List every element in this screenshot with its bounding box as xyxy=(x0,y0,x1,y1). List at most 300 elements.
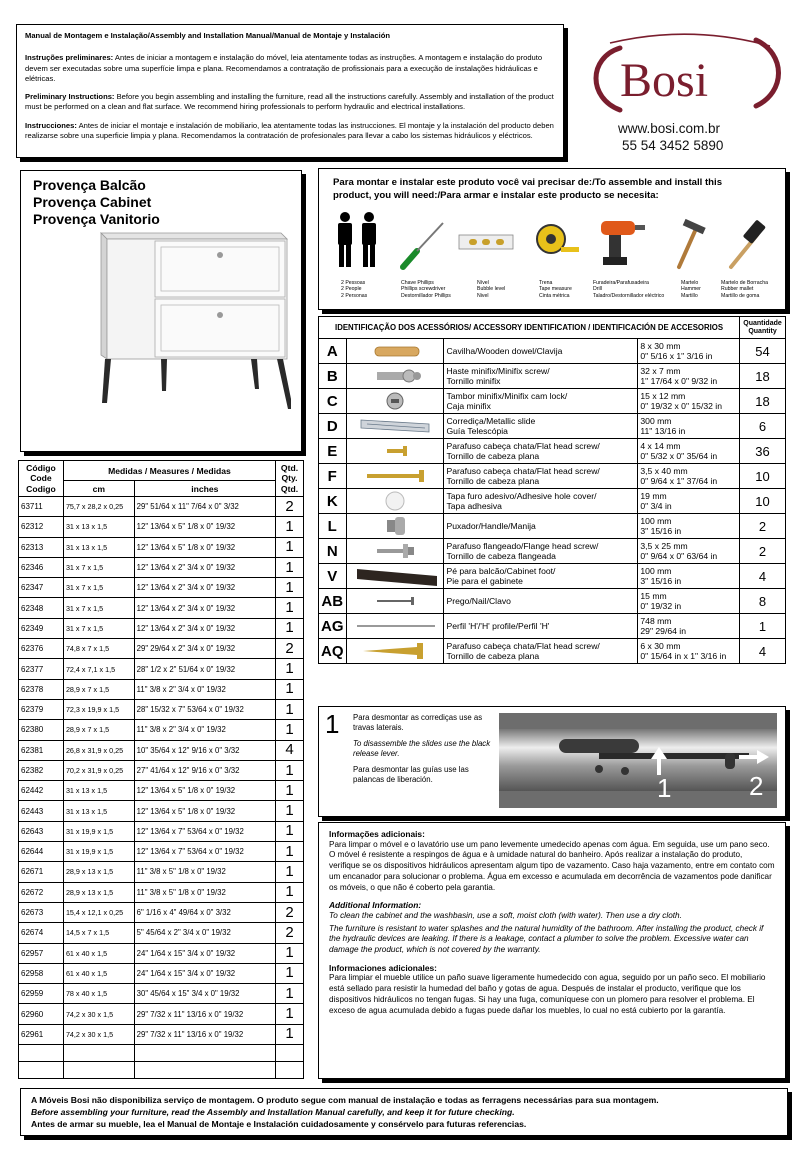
part-quantity: 1 xyxy=(276,1004,304,1024)
part-code: 62957 xyxy=(19,943,64,963)
part-cm: 61 x 40 x 1,5 xyxy=(63,963,134,983)
accessory-image xyxy=(346,439,444,464)
part-row xyxy=(19,963,304,983)
tools-title: Para montar e instalar este produto você vai precisar de:/To assemble and install this product, you will need:/Para armar e instalar este producto se necesita: xyxy=(333,177,723,201)
part-cm: 28,9 x 7 x 1,5 xyxy=(63,679,134,699)
accessory-description: Prego/Nail/Clavo xyxy=(444,589,638,614)
part-quantity: 1 xyxy=(276,821,304,841)
part-inches: 12" 13/64 x 5" 1/8 x 0" 19/32 xyxy=(134,517,275,537)
accessory-description: Cavilha/Wooden dowel/Clavija xyxy=(444,339,638,364)
part-code: 62960 xyxy=(19,1004,64,1024)
accessory-description: Parafuso flangeado/Flange head screw/ Tornillo de cabeza flangeada xyxy=(444,539,638,564)
part-quantity: 1 xyxy=(276,699,304,719)
accessory-image xyxy=(346,614,444,639)
part-row xyxy=(19,699,304,719)
part-row xyxy=(19,882,304,902)
part-inches: 29" 29/64 x 2" 3/4 x 0" 19/32 xyxy=(134,639,275,659)
part-code: 62674 xyxy=(19,923,64,943)
part-cm: 28,9 x 13 x 1,5 xyxy=(63,862,134,882)
accessory-image xyxy=(346,564,444,589)
accessory-image xyxy=(346,639,444,664)
part-inches: 11" 3/8 x 2" 3/4 x 0" 19/32 xyxy=(134,679,275,699)
parts-header-row xyxy=(19,461,304,481)
part-row xyxy=(19,923,304,943)
disassembly-text-pt: Para desmontar as corrediças use as travas laterais. xyxy=(353,713,483,733)
part-inches: 28" 15/32 x 7" 53/64 x 0" 19/32 xyxy=(134,699,275,719)
empty-cell xyxy=(134,1062,275,1079)
accessory-quantity: 10 xyxy=(740,489,786,514)
part-quantity: 1 xyxy=(276,659,304,679)
disassembly-box xyxy=(318,706,786,817)
part-quantity: 1 xyxy=(276,1024,304,1044)
part-quantity: 1 xyxy=(276,984,304,1004)
part-cm: 31 x 7 x 1,5 xyxy=(63,618,134,638)
part-quantity: 4 xyxy=(276,740,304,760)
accessory-row xyxy=(319,414,786,439)
accessory-measure: 748 mm 29" 29/64 in xyxy=(638,614,740,639)
accessories-header-row xyxy=(319,317,786,339)
accessory-row xyxy=(319,589,786,614)
accessory-row xyxy=(319,489,786,514)
part-inches: 12" 13/64 x 2" 3/4 x 0" 19/32 xyxy=(134,578,275,598)
part-code: 62312 xyxy=(19,517,64,537)
accessory-quantity: 8 xyxy=(740,589,786,614)
accessory-quantity: 2 xyxy=(740,539,786,564)
tool-label-level: Nível Bubble level Nivel xyxy=(477,280,506,299)
part-inches: 29" 7/32 x 11" 13/16 x 0" 19/32 xyxy=(134,1024,275,1044)
website-text[interactable]: www.bosi.com.br xyxy=(618,121,721,136)
empty-cell xyxy=(63,1045,134,1062)
part-cm: 31 x 19,9 x 1,5 xyxy=(63,821,134,841)
accessory-quantity: 4 xyxy=(740,564,786,589)
accessory-description: Parafuso cabeça chata/Flat head screw/ Tornillo de cabeza plana xyxy=(444,639,638,664)
part-code: 62378 xyxy=(19,679,64,699)
accessory-quantity: 18 xyxy=(740,389,786,414)
part-quantity: 1 xyxy=(276,862,304,882)
accessory-measure: 6 x 30 mm 0" 15/64 in x 1" 3/16 in xyxy=(638,639,740,664)
accessory-quantity: 18 xyxy=(740,364,786,389)
part-cm: 74,2 x 30 x 1,5 xyxy=(63,1004,134,1024)
instructions-pt-label: Instruções preliminares: xyxy=(25,53,114,63)
hole-cover-icon xyxy=(347,489,443,513)
part-cm: 61 x 40 x 1,5 xyxy=(63,943,134,963)
accessory-description: Puxador/Handle/Manija xyxy=(444,514,638,539)
accessory-measure: 15 x 12 mm 0" 19/32 x 0" 15/32 in xyxy=(638,389,740,414)
part-cm: 75,7 x 28,2 x 0,25 xyxy=(63,497,134,517)
parts-qty-header: Qtd. Qty. Qtd. xyxy=(276,461,304,497)
part-code: 62376 xyxy=(19,639,64,659)
accessory-description: Parafuso cabeça chata/Flat head screw/ Tornillo de cabeza plana xyxy=(444,464,638,489)
accessory-measure: 100 mm 3" 15/16 in xyxy=(638,564,740,589)
accessory-description: Tapa furo adesivo/Adhesive hole cover/ Tapa adhesiva xyxy=(444,489,638,514)
minifix-screw-icon xyxy=(347,364,443,388)
two-people-icon xyxy=(338,212,376,267)
part-cm: 31 x 7 x 1,5 xyxy=(63,598,134,618)
empty-cell xyxy=(63,1062,134,1079)
wood-screw-icon xyxy=(347,639,443,663)
part-cm: 28,9 x 7 x 1,5 xyxy=(63,720,134,740)
accessory-row xyxy=(319,614,786,639)
part-row xyxy=(19,497,304,517)
tool-label-screwdriver: Chave Phillips Phillips screwdriver Destornillador Phillips xyxy=(401,280,451,299)
empty-cell xyxy=(276,1045,304,1062)
accessory-description: Perfil 'H'/'H' profile/Perfil 'H' xyxy=(444,614,638,639)
parts-measures-header: Medidas / Measures / Medidas xyxy=(63,461,275,481)
accessory-row xyxy=(319,514,786,539)
part-row-empty xyxy=(19,1045,304,1062)
accessory-code: K xyxy=(319,489,347,514)
part-row xyxy=(19,902,304,922)
part-quantity: 1 xyxy=(276,882,304,902)
part-inches: 24" 1/64 x 15" 3/4 x 0" 19/32 xyxy=(134,943,275,963)
tools-illustrations xyxy=(319,209,787,279)
tools-box xyxy=(318,168,786,310)
part-code: 62443 xyxy=(19,801,64,821)
part-row xyxy=(19,760,304,780)
part-quantity: 1 xyxy=(276,943,304,963)
part-inches: 27" 41/64 x 12" 9/16 x 0" 3/32 xyxy=(134,760,275,780)
part-quantity: 2 xyxy=(276,497,304,517)
footer-text-es: Antes de armar su mueble, lea el Manual de Montaje e Instalación cuidadosamente y consérvelo para futuras referencias. xyxy=(31,1119,527,1129)
accessory-image xyxy=(346,464,444,489)
drill-icon xyxy=(601,221,645,265)
part-code: 62644 xyxy=(19,842,64,862)
footer-text-pt: A Móveis Bosi não disponibiliza serviço de montagem. O produto segue com manual de instalação e todas as ferragens necessárias para sua montagem. xyxy=(31,1095,659,1105)
part-quantity: 1 xyxy=(276,517,304,537)
part-inches: 29" 51/64 x 11" 7/64 x 0" 3/32 xyxy=(134,497,275,517)
tool-label-mallet: Martelo de Borracha Rubber mallet Martillo de goma xyxy=(721,280,768,299)
part-code: 62958 xyxy=(19,963,64,983)
metallic-slide-icon xyxy=(347,414,443,438)
part-quantity: 1 xyxy=(276,537,304,557)
part-quantity: 1 xyxy=(276,963,304,983)
accessory-code: F xyxy=(319,464,347,489)
accessory-code: A xyxy=(319,339,347,364)
accessory-row xyxy=(319,464,786,489)
long-screw-icon xyxy=(347,464,443,488)
instructions-es-text: Antes de iniciar el montaje e instalación de mobiliario, lea atentamente todas las instrucciones. El montaje y la instalación del producto deben realizarse sobre una superficie limpia y plana. Recomendamos la contratación de profesionales para llevar a cabo los sistemas hidráulicos y eléctricos. xyxy=(25,120,554,141)
product-title xyxy=(33,177,160,228)
part-code: 62961 xyxy=(19,1024,64,1044)
part-quantity: 1 xyxy=(276,801,304,821)
accessory-description: Tambor minifix/Minifix cam lock/ Caja minifix xyxy=(444,389,638,414)
accessory-code: L xyxy=(319,514,347,539)
accessory-row xyxy=(319,364,786,389)
part-quantity: 1 xyxy=(276,578,304,598)
tool-label-people: 2 Pessoas 2 People 2 Personas xyxy=(341,280,368,299)
part-row xyxy=(19,720,304,740)
arrow-label-1: 1 xyxy=(657,773,672,803)
accessory-quantity: 10 xyxy=(740,464,786,489)
accessory-quantity: 1 xyxy=(740,614,786,639)
info-text-pt: Para limpar o móvel e o lavatório use um pano levemente umedecido apenas com água. Em seguida, use um pano seco. O móvel é resistente a respingos de água e à umidade natural do banheiro. Após realizar a instalação do produto, verifique se os dispositivos hidráulicos apresentam algum tipo de vazamento. Caso haja vazamento, entre em contato com um encanador para solucionar o problema. Água em excesso e acumulada em decorrência de vazamentos pode danificar os móveis, o que não é coberto pela garantia. xyxy=(329,839,775,892)
part-code: 62348 xyxy=(19,598,64,618)
bosi-logo xyxy=(580,28,790,118)
accessory-quantity: 54 xyxy=(740,339,786,364)
part-inches: 11" 3/8 x 5" 1/8 x 0" 19/32 xyxy=(134,862,275,882)
part-code: 62671 xyxy=(19,862,64,882)
part-cm: 31 x 19,9 x 1,5 xyxy=(63,842,134,862)
part-row xyxy=(19,740,304,760)
part-cm: 31 x 13 x 1,5 xyxy=(63,781,134,801)
accessory-code: AG xyxy=(319,614,347,639)
accessory-image xyxy=(346,339,444,364)
tool-label-drill: Furadeira/Parafusadeira Drill Taladro/Destornillador eléctrico xyxy=(593,280,665,299)
part-cm: 31 x 13 x 1,5 xyxy=(63,537,134,557)
accessory-image xyxy=(346,389,444,414)
part-inches: 24" 1/64 x 15" 3/4 x 0" 19/32 xyxy=(134,963,275,983)
product-title-es: Provença Vanitorio xyxy=(33,211,160,227)
instructions-pt xyxy=(25,53,555,84)
accessory-description: Parafuso cabeça chata/Flat head screw/ Tornillo de cabeza plana xyxy=(444,439,638,464)
h-profile-icon xyxy=(347,614,443,638)
part-code: 62672 xyxy=(19,882,64,902)
part-cm: 78 x 40 x 1,5 xyxy=(63,984,134,1004)
part-inches: 12" 13/64 x 5" 1/8 x 0" 19/32 xyxy=(134,781,275,801)
part-inches: 29" 7/32 x 11" 13/16 x 0" 19/32 xyxy=(134,1004,275,1024)
accessory-code: AB xyxy=(319,589,347,614)
part-quantity: 1 xyxy=(276,760,304,780)
accessory-image xyxy=(346,514,444,539)
info-title-pt: Informações adicionais: xyxy=(329,829,425,839)
part-cm: 28,9 x 13 x 1,5 xyxy=(63,882,134,902)
parts-table xyxy=(18,460,304,1079)
part-row xyxy=(19,781,304,801)
part-inches: 12" 13/64 x 7" 53/64 x 0" 19/32 xyxy=(134,821,275,841)
part-quantity: 1 xyxy=(276,781,304,801)
cabinet-illustration xyxy=(91,229,291,439)
part-inches: 12" 13/64 x 2" 3/4 x 0" 19/32 xyxy=(134,618,275,638)
part-quantity: 2 xyxy=(276,902,304,922)
accessory-quantity: 2 xyxy=(740,514,786,539)
part-code: 62380 xyxy=(19,720,64,740)
part-row xyxy=(19,1004,304,1024)
accessory-measure: 3,5 x 25 mm 0" 9/64 x 0" 63/64 in xyxy=(638,539,740,564)
part-cm: 31 x 7 x 1,5 xyxy=(63,578,134,598)
accessory-measure: 15 mm 0" 19/32 in xyxy=(638,589,740,614)
part-inches: 30" 45/64 x 15" 3/4 x 0" 19/32 xyxy=(134,984,275,1004)
part-quantity: 1 xyxy=(276,720,304,740)
part-cm: 14,5 x 7 x 1,5 xyxy=(63,923,134,943)
accessory-quantity: 4 xyxy=(740,639,786,664)
part-code: 62382 xyxy=(19,760,64,780)
tool-label-tape: Trena Tape measure Cinta métrica xyxy=(539,280,572,299)
rubber-mallet-icon xyxy=(731,219,766,267)
part-inches: 6" 1/16 x 4" 49/64 x 0" 3/32 xyxy=(134,902,275,922)
accessory-description: Corrediça/Metallic slide Guía Telescópia xyxy=(444,414,638,439)
part-cm: 26,8 x 31,9 x 0,25 xyxy=(63,740,134,760)
short-screw-icon xyxy=(347,439,443,463)
info-title-en: Additional Information: xyxy=(329,900,422,911)
info-title-es: Informaciones adicionales: xyxy=(329,962,437,973)
accessory-code: D xyxy=(319,414,347,439)
part-row xyxy=(19,639,304,659)
accessory-measure: 100 mm 3" 15/16 in xyxy=(638,514,740,539)
empty-cell xyxy=(276,1062,304,1079)
manual-title: Manual de Montagem e Instalação/Assembly and Installation Manual/Manual de Montaje y Instalación xyxy=(25,31,391,40)
part-row-empty xyxy=(19,1062,304,1079)
parts-code-header: Código Code Codigo xyxy=(19,461,64,497)
info-text-en-1: To clean the cabinet and the washbasin, use a soft, moist cloth (with water). Then use a dry cloth. xyxy=(329,910,682,920)
part-row xyxy=(19,801,304,821)
accessory-row xyxy=(319,539,786,564)
part-inches: 12" 13/64 x 2" 3/4 x 0" 19/32 xyxy=(134,598,275,618)
nail-icon xyxy=(347,589,443,613)
parts-cm-header: cm xyxy=(63,481,134,497)
part-code: 62442 xyxy=(19,781,64,801)
accessories-qty-header: Quantidade Quantity xyxy=(740,317,786,339)
empty-cell xyxy=(134,1045,275,1062)
part-row xyxy=(19,821,304,841)
part-inches: 10" 35/64 x 12" 9/16 x 0" 3/32 xyxy=(134,740,275,760)
accessory-code: E xyxy=(319,439,347,464)
part-inches: 5" 45/64 x 2" 3/4 x 0" 19/32 xyxy=(134,923,275,943)
part-cm: 70,2 x 31,9 x 0,25 xyxy=(63,760,134,780)
wooden-dowel-icon xyxy=(347,339,443,363)
accessory-row xyxy=(319,339,786,364)
accessory-measure: 19 mm 0" 3/4 in xyxy=(638,489,740,514)
accessory-code: B xyxy=(319,364,347,389)
part-cm: 72,3 x 19,9 x 1,5 xyxy=(63,699,134,719)
instructions-es-label: Instrucciones: xyxy=(25,120,77,130)
bubble-level-icon xyxy=(459,235,513,249)
footer-box xyxy=(20,1088,788,1136)
part-code: 62377 xyxy=(19,659,64,679)
arrow-label-2: 2 xyxy=(749,771,764,801)
instructions-pt-text: Antes de iniciar a montagem e instalação do móvel, leia atentamente todas as instruções. A montagem e instalação do produto devem ser executadas sobre uma superfície limpa e plana. Recomendamos a contratação de profissionais para a execução de instalações hidráulicas e elétricas. xyxy=(25,53,543,83)
instructions-en-label: Preliminary Instructions: xyxy=(25,92,115,102)
part-quantity: 1 xyxy=(276,842,304,862)
part-row xyxy=(19,618,304,638)
part-cm: 74,2 x 30 x 1,5 xyxy=(63,1024,134,1044)
part-row xyxy=(19,943,304,963)
accessories-table xyxy=(318,316,786,664)
accessory-row xyxy=(319,564,786,589)
part-code: 62346 xyxy=(19,557,64,577)
instructions-es xyxy=(25,121,555,142)
product-title-pt: Provença Balcão xyxy=(33,177,146,193)
part-row xyxy=(19,679,304,699)
part-inches: 12" 13/64 x 7" 53/64 x 0" 19/32 xyxy=(134,842,275,862)
part-cm: 74,8 x 7 x 1,5 xyxy=(63,639,134,659)
accessory-row xyxy=(319,389,786,414)
accessory-measure: 300 mm 11" 13/16 in xyxy=(638,414,740,439)
part-code: 62959 xyxy=(19,984,64,1004)
part-quantity: 2 xyxy=(276,639,304,659)
slide-release-illustration xyxy=(499,713,777,808)
instructions-en-text: Before you begin assembling and installing the furniture, read all the instructions carefully. Assembly and installation of the product must be performed on a clean and flat surface. We recommend hiring professionals to perform hydraulic and electrical installations. xyxy=(25,92,554,112)
info-text-en-2: The furniture is resistant to water splashes and the natural humidity of the bathroom. After installing the product, check if the hydraulic devices are leaking. If there is a leakage, contact a plumber to solve the problem. Excessive water can damage the product, which is not covered by the warranty. xyxy=(329,923,764,955)
part-quantity: 1 xyxy=(276,557,304,577)
accessory-image xyxy=(346,589,444,614)
accessory-image xyxy=(346,539,444,564)
bosi-logo-graphic xyxy=(580,28,790,118)
part-row xyxy=(19,517,304,537)
part-code: 62643 xyxy=(19,821,64,841)
part-inches: 11" 3/8 x 5" 1/8 x 0" 19/32 xyxy=(134,882,275,902)
part-row xyxy=(19,598,304,618)
part-inches: 12" 13/64 x 2" 3/4 x 0" 19/32 xyxy=(134,557,275,577)
part-quantity: 1 xyxy=(276,598,304,618)
disassembly-text-es: Para desmontar las guías use las palancas de liberación. xyxy=(353,764,469,785)
disassembly-text-en: To disassemble the slides use the black release lever. xyxy=(353,738,491,759)
preliminary-instructions-box xyxy=(16,24,564,158)
accessory-code: V xyxy=(319,564,347,589)
accessory-code: N xyxy=(319,539,347,564)
bosi-logo-text: Bosi xyxy=(620,54,709,107)
part-inches: 28" 1/2 x 2" 51/64 x 0" 19/32 xyxy=(134,659,275,679)
tool-label-hammer: Martelo Hammer Martillo xyxy=(681,280,701,299)
product-box xyxy=(20,170,302,452)
part-quantity: 1 xyxy=(276,618,304,638)
cam-lock-icon xyxy=(347,389,443,413)
accessory-row xyxy=(319,639,786,664)
part-quantity: 1 xyxy=(276,679,304,699)
empty-cell xyxy=(19,1045,64,1062)
part-row xyxy=(19,557,304,577)
accessory-image xyxy=(346,489,444,514)
empty-cell xyxy=(19,1062,64,1079)
tape-measure-icon xyxy=(537,225,579,253)
instructions-en xyxy=(25,92,555,113)
part-cm: 72,4 x 7,1 x 1,5 xyxy=(63,659,134,679)
hammer-icon xyxy=(679,219,706,267)
disassembly-step-number: 1 xyxy=(325,709,340,739)
part-code: 62673 xyxy=(19,902,64,922)
part-code: 62349 xyxy=(19,618,64,638)
accessory-code: AQ xyxy=(319,639,347,664)
accessory-quantity: 36 xyxy=(740,439,786,464)
accessory-row xyxy=(319,439,786,464)
accessory-measure: 4 x 14 mm 0" 5/32 x 0" 35/64 in xyxy=(638,439,740,464)
part-inches: 12" 13/64 x 5" 1/8 x 0" 19/32 xyxy=(134,537,275,557)
accessories-header: IDENTIFICAÇÃO DOS ACESSÓRIOS/ ACCESSORY IDENTIFICATION / IDENTIFICACIÓN DE ACCESORIOS xyxy=(319,317,740,339)
part-cm: 31 x 7 x 1,5 xyxy=(63,557,134,577)
part-code: 62313 xyxy=(19,537,64,557)
footer-text-en: Before assembling your furniture, read the Assembly and Installation Manual carefully, and keep it for future checking. xyxy=(31,1107,515,1117)
accessory-code: C xyxy=(319,389,347,414)
part-code: 62347 xyxy=(19,578,64,598)
parts-inches-header: inches xyxy=(134,481,275,497)
part-row xyxy=(19,537,304,557)
part-code: 62379 xyxy=(19,699,64,719)
knob-handle-icon xyxy=(347,514,443,538)
part-row xyxy=(19,862,304,882)
cabinet-foot-icon xyxy=(347,564,443,588)
part-cm: 31 x 13 x 1,5 xyxy=(63,801,134,821)
phillips-screwdriver-icon xyxy=(403,223,443,267)
accessory-image xyxy=(346,414,444,439)
part-row xyxy=(19,578,304,598)
part-row xyxy=(19,659,304,679)
part-code: 63711 xyxy=(19,497,64,517)
accessory-measure: 3,5 x 40 mm 0" 9/64 x 1" 37/64 in xyxy=(638,464,740,489)
accessory-description: Pé para balcão/Cabinet foot/ Pie para el gabinete xyxy=(444,564,638,589)
part-row xyxy=(19,1024,304,1044)
part-inches: 12" 13/64 x 5" 1/8 x 0" 19/32 xyxy=(134,801,275,821)
part-row xyxy=(19,842,304,862)
disassembly-text xyxy=(353,713,493,790)
accessory-quantity: 6 xyxy=(740,414,786,439)
part-cm: 31 x 13 x 1,5 xyxy=(63,517,134,537)
part-inches: 11" 3/8 x 2" 3/4 x 0" 19/32 xyxy=(134,720,275,740)
accessory-description: Haste minifix/Minifix screw/ Tornillo minifix xyxy=(444,364,638,389)
additional-info-box xyxy=(318,822,786,1079)
accessory-image xyxy=(346,364,444,389)
flange-screw-icon xyxy=(347,539,443,563)
phone-text: 55 54 3452 5890 xyxy=(622,138,724,153)
info-text-es: Para limpiar el mueble utilice un paño suave ligeramente humedecido con agua, seguido por un paño seco. El mobiliario está sellado para resistir la humedad del baño y gotas de agua. Después de instalar el producto, verifique que los dispositivos hidráulicos no tengan fugas. Si hay una fuga, comuníquese con un plomero para resolver el problema. El exceso de agua acumulada debido a fugas puede dañar los muebles, lo cual no está cubierto por la garantía. xyxy=(329,973,766,1015)
